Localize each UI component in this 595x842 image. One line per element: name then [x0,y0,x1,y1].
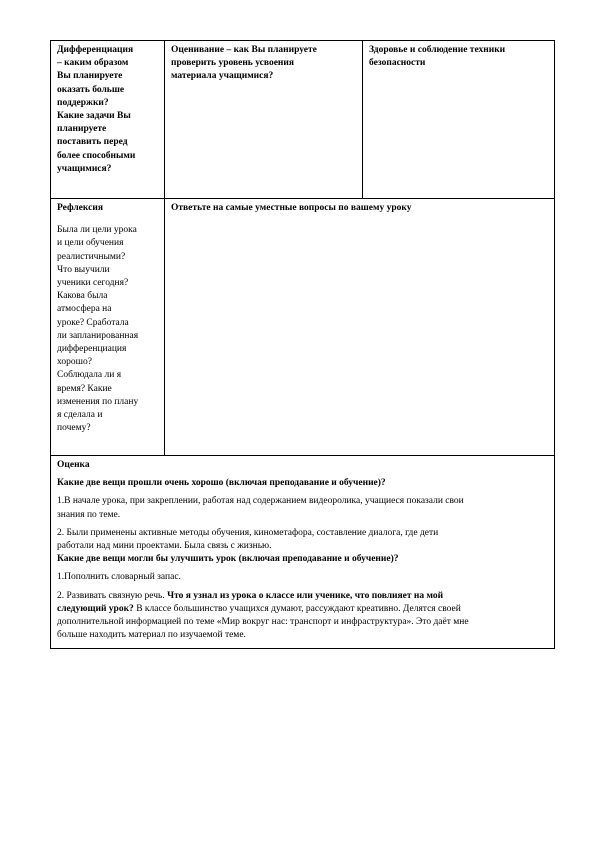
differentiation-line: учащимися? [57,163,112,174]
reflection-line: время? Какие [57,383,112,394]
reflection-line: почему? [57,423,91,434]
learned-answer-1: В классе большинство учащихся думают, рассуждают креативно. Делятся своей [133,603,461,614]
reflection-line: хорошо? [57,357,92,368]
evaluation-cell [51,456,555,649]
assessment-line: материала учащимися? [171,71,274,82]
health-safety-line: Здоровье и соблюдение техники [369,45,506,55]
learned-question-b: следующий урок? [57,603,134,614]
assessment-line: проверить уровень усвоения [171,58,294,69]
reflection-line: Что выучили [57,264,110,275]
differentiation-text [57,44,158,176]
differentiation-line: Вы планируете [57,71,123,82]
reflection-cell [51,199,165,456]
answer-line: работали над мини проектами. Была связь с жизнью. [57,541,272,552]
reflection-line: изменения по плану [57,396,139,407]
lesson-plan-table [50,40,555,649]
table-row [51,41,555,199]
differentiation-line: планируете [57,124,107,135]
reflection-line: ученики сегодня? [57,278,129,289]
answer-line: 2. Были применены активные методы обучения, кинометафора, составление диалога, где дети [57,527,439,538]
differentiation-line: Какие задачи Вы [57,111,131,122]
health-safety-line: безопасности [369,58,426,69]
table-row [51,199,555,456]
answer-line: знания по теме. [57,509,121,520]
differentiation-line: поддержки? [57,97,109,108]
differentiation-line: более способными [57,150,136,161]
reflection-line: Была ли цели урока [57,225,137,236]
answer-prompt: Ответьте на самые уместные вопросы по вашему уроку [171,203,412,213]
reflection-line: ли запланированная [57,330,139,341]
differentiation-line: поставить перед [57,137,128,148]
question-went-well: Какие две вещи прошли очень хорошо (включая преподавание и обучение)? [57,478,386,489]
health-safety-text [369,44,548,70]
answer-line: 1.В начале урока, при закреплении, работая над содержанием видеоролика, учащиеся показали свои [57,496,464,507]
learned-answer-3: больше находить материал по изучаемой теме. [57,630,246,641]
reflection-line: я сделала и [57,410,103,421]
assessment-cell [165,41,363,199]
question-improve: Какие две вещи могли бы улучшить урок (включая преподавание и обучение)? [57,554,399,565]
differentiation-line: оказать больше [57,84,125,95]
assessment-line: Оценивание – как Вы планируете [171,45,317,55]
assessment-text [171,44,356,84]
lesson-plan-sheet [50,40,554,649]
improvement-2 [57,590,548,643]
reflection-line: дифференциация [57,344,127,355]
health-safety-cell [363,41,555,199]
table-row [51,456,555,649]
answer-1 [57,495,548,521]
answer-2 [57,527,548,553]
learned-answer-2: дополнительной информацией по теме «Мир вокруг нас: транспорт и инфраструктура». Это даёт мне [57,617,469,628]
reflection-questions [57,224,158,435]
improvement-2-lead: 2. Развивать связную речь. [57,590,168,601]
reflection-title: Рефлексия [57,203,103,213]
improvement-1: 1.Пополнить словарный запас. [57,572,181,583]
differentiation-cell [51,41,165,199]
reflection-line: и цели обучения [57,238,124,249]
reflection-line: реалистичными? [57,251,126,262]
reflection-line: уроке? Сработала [57,317,129,328]
reflection-line: Соблюдала ли я [57,370,122,381]
reflection-answer-cell [165,199,555,456]
evaluation-title: Оценка [57,460,90,470]
differentiation-line: Дифференциация [57,45,134,55]
reflection-line: Какова была [57,291,108,302]
reflection-line: атмосфера на [57,304,112,315]
differentiation-line: – каким образом [57,58,129,69]
spacer [57,215,158,224]
learned-question-a: Что я узнал из урока о классе или ученике, что повлияет на мой [167,590,444,601]
